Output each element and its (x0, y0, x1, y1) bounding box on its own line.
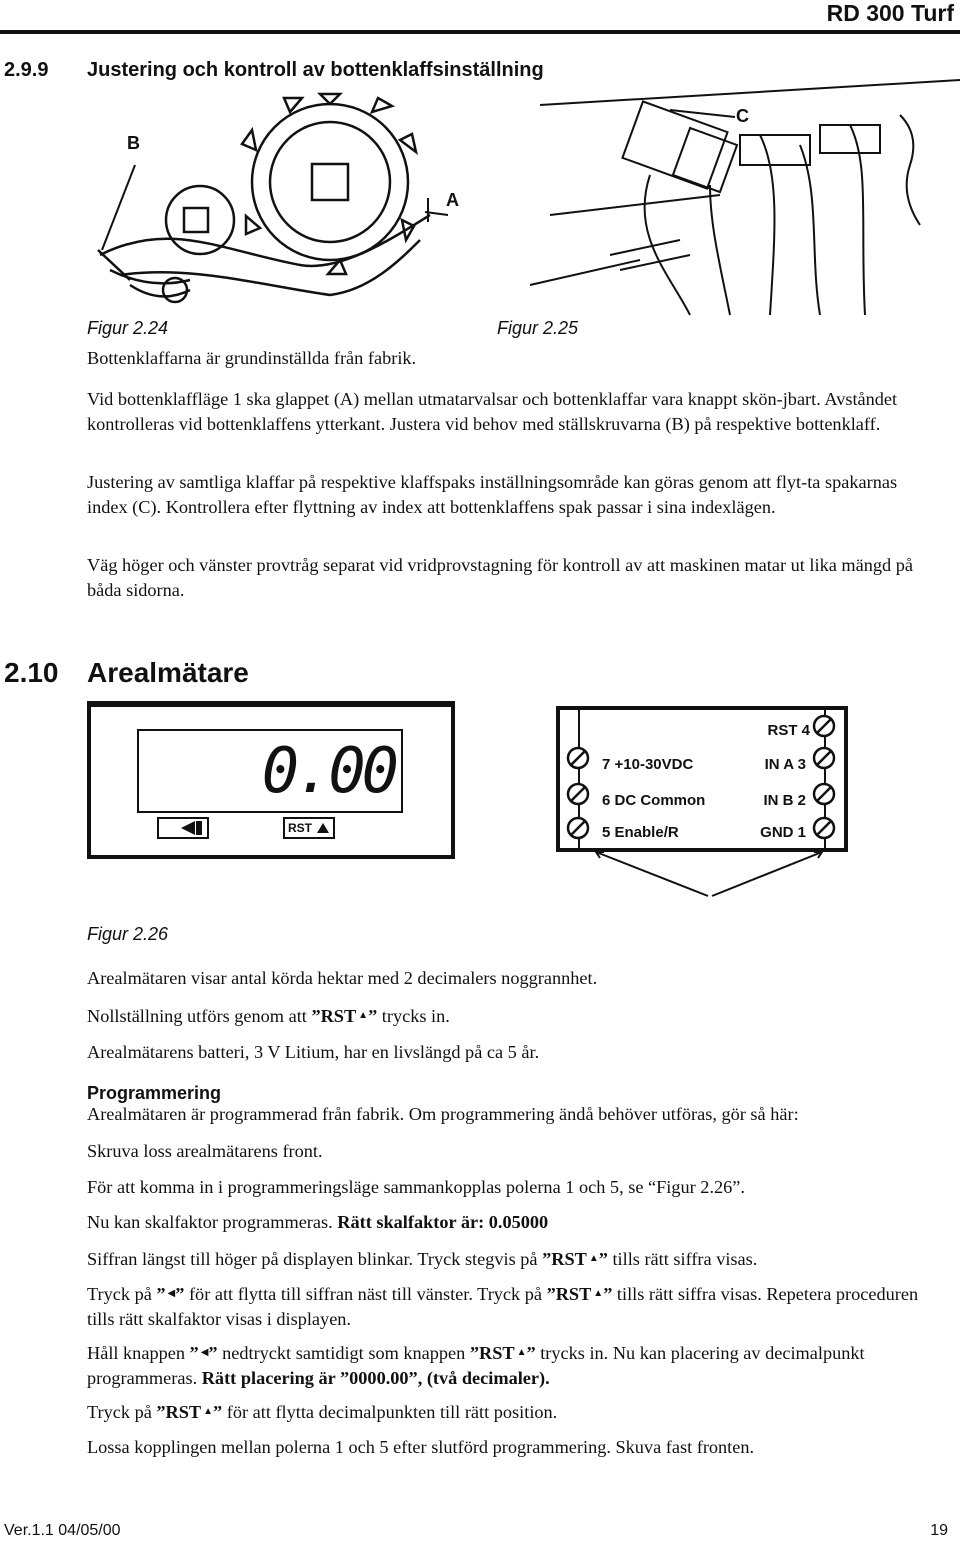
terminal-rst4: RST 4 (767, 722, 810, 739)
up-triangle-icon: ▲ (593, 1288, 604, 1299)
text-p12: Lossa kopplingen mellan polerna 1 och 5 efter slutförd programmering. Skuva fast fronten. (87, 1437, 755, 1457)
text-p10-quote: ” (526, 1343, 536, 1363)
header-rule (0, 30, 960, 34)
text-p7 (87, 1210, 927, 1235)
figure-2-25-caption: Figur 2.25 (497, 318, 579, 338)
text-p2d: trycks in. (377, 1006, 450, 1026)
text-p1: Arealmätaren visar antal körda hektar med 2 decimalers noggrannhet. (87, 968, 598, 988)
section2-number: 2.10 (4, 657, 59, 688)
text-p9-rst: ”RST (546, 1284, 592, 1304)
label-a: A (446, 190, 459, 210)
text-p10a: Håll knappen (87, 1343, 190, 1363)
text-p3: Arealmätarens batteri, 3 V Litium, har en livslängd på ca 5 år. (87, 1042, 540, 1062)
section-title: Justering och kontroll av bottenklaffsinställning (87, 59, 544, 81)
text-p8-rst: ”RST (542, 1249, 587, 1269)
text-p9a: Tryck på (87, 1284, 157, 1304)
text-p10-rst: ”RST (469, 1343, 515, 1363)
text-p7b: Rätt skalfaktor är: 0.05000 (337, 1212, 549, 1232)
label-c: C (736, 106, 749, 126)
left-triangle-icon: ◀ (167, 1288, 176, 1299)
area-meter-front (87, 701, 455, 859)
up-triangle-icon: ▲ (358, 1010, 369, 1021)
up-triangle-icon: ▲ (203, 1406, 214, 1417)
text-p7a: Nu kan skalfaktor programmeras. (87, 1212, 338, 1232)
terminal-row-1: GND 1 (760, 824, 806, 841)
text-p10h: Rätt placering är ”0000.00”, (två decimaler). (201, 1368, 550, 1388)
terminal-row-5: 5 Enable/R (602, 824, 679, 841)
text-p8d: tills rätt siffra visas. (607, 1249, 758, 1269)
text-p11d: för att flytta decimalpunkten till rätt position. (222, 1402, 558, 1422)
text-p10g: trycks in. Nu kan placering av decimalpunkt programmeras. (87, 1343, 865, 1388)
text-p11-quote: ” (213, 1402, 223, 1422)
programmering-heading: Programmering (87, 1083, 222, 1103)
text-p8a: Siffran längst till höger på displayen blinkar. Tryck stegvis på (87, 1249, 543, 1269)
text-p8-quote: ” (598, 1249, 608, 1269)
text-p2 (87, 1003, 927, 1029)
text-p10-quote-open: ” (189, 1343, 199, 1363)
up-triangle-icon: ▲ (588, 1253, 599, 1264)
text-p9-quote-close: ” (175, 1284, 185, 1304)
text-p9 (87, 1281, 927, 1332)
text-p10-quote-close: ” (208, 1343, 218, 1363)
paragraph-1: Bottenklaffarna är grundinställda från fabrik. (87, 348, 417, 368)
rst-button-label: RST (288, 821, 312, 835)
text-p5: Skruva loss arealmätarens front. (87, 1141, 323, 1161)
label-b: B (127, 133, 140, 153)
section2-title: Arealmätare (87, 657, 249, 688)
meter-display-value: 0.00 (261, 734, 395, 807)
terminal-row-2: IN B 2 (763, 792, 806, 809)
footer-version: Ver.1.1 04/05/00 (4, 1522, 121, 1539)
terminal-row-3: IN A 3 (764, 756, 806, 773)
figure-2-24-drawing (80, 90, 480, 320)
left-arrow-icon (159, 819, 207, 837)
paragraph-4: Väg höger och vänster provtråg separat vid vridprovstagning för kontroll av att maskinen matar ut lika mängd på båda sidorna. (87, 555, 913, 600)
figure-2-24-caption: Figur 2.24 (87, 318, 169, 338)
text-p9d: för att flytta till siffran näst till vänster. Tryck på (184, 1284, 547, 1304)
text-p2-quote: ” (368, 1006, 378, 1026)
rst-button[interactable] (283, 817, 335, 839)
text-p4: Arealmätaren är programmerad från fabrik. Om programmering ändå behöver utföras, gör så här: (87, 1104, 799, 1124)
section-number: 2.9.9 (4, 59, 49, 81)
terminal-row-6: 6 DC Common (602, 792, 706, 809)
up-triangle-icon (316, 822, 330, 834)
text-p2a: Nollställning utförs genom att (87, 1006, 312, 1026)
text-p8 (87, 1246, 927, 1272)
text-p6: För att komma in i programmeringsläge sammankopplas polerna 1 och 5, se “Figur 2.26”. (87, 1177, 745, 1197)
text-p9g: tills rätt siffra visas. Repetera proceduren tills rätt skalfaktor visas i displayen. (87, 1284, 919, 1329)
text-p11 (87, 1399, 927, 1425)
text-p2-rst: ”RST (311, 1006, 357, 1026)
text-p9-quote: ” (603, 1284, 613, 1304)
terminal-screws (556, 706, 856, 906)
left-arrow-button[interactable] (157, 817, 209, 839)
text-p10 (87, 1340, 927, 1391)
text-p9-quote-open: ” (156, 1284, 166, 1304)
text-p11-rst: ”RST (156, 1402, 202, 1422)
header-title: RD 300 Turf (826, 0, 954, 26)
terminal-row-7: 7 +10-30VDC (602, 756, 694, 773)
up-triangle-icon: ▲ (516, 1347, 527, 1358)
text-p11a: Tryck på (87, 1402, 157, 1422)
text-p10d: nedtryckt samtidigt som knappen (217, 1343, 470, 1363)
paragraph-3: Justering av samtliga klaffar på respektive klaffspaks inställningsområde kan göras genom att flyt-ta spakarnas index (C). Kontrollera efter flyttning av index att bottenklaffens spak passar i sina indexlägen. (87, 472, 898, 517)
paragraph-2: Vid bottenklaffläge 1 ska glappet (A) mellan utmatarvalsar och bottenklaffar vara knappt skön-jbart. Avståndet kontrolleras vid bottenklaffens ytterkant. Justera vid behov med ställskruvarna (B) på respektive bottenklaff. (87, 389, 898, 434)
meter-display (137, 729, 403, 813)
left-triangle-icon: ◀ (200, 1347, 209, 1358)
figure-2-26-caption: Figur 2.26 (87, 924, 169, 944)
footer-page-number: 19 (930, 1522, 948, 1539)
